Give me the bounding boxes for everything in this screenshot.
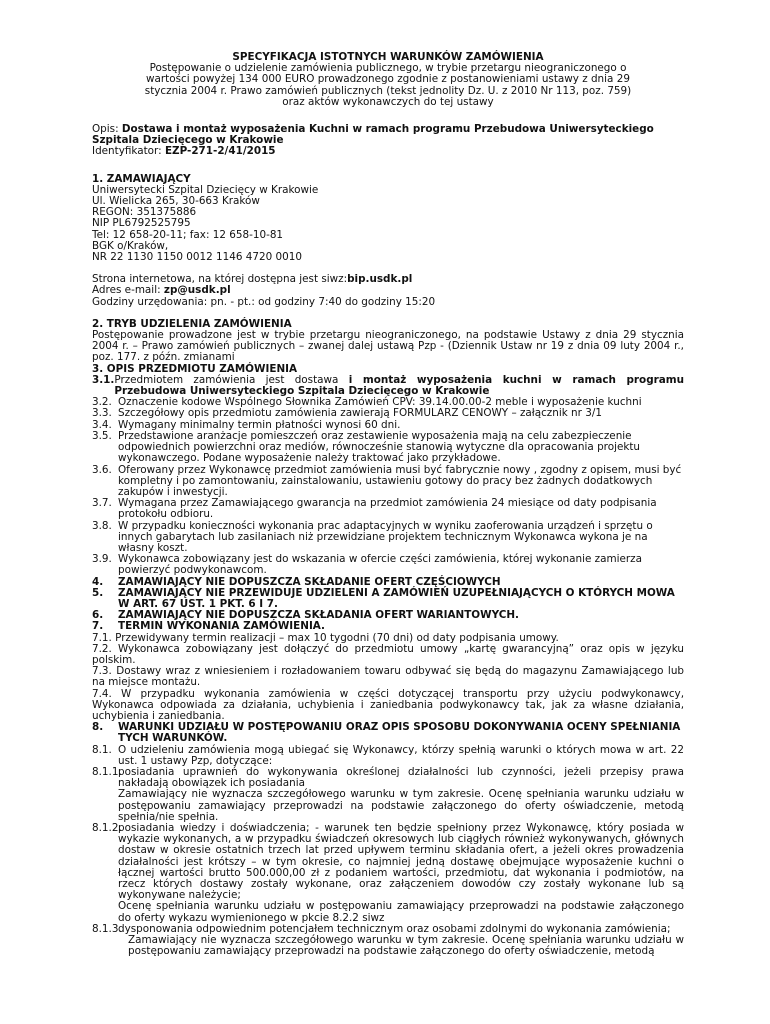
- item-paragraph: Zamawiający nie wyznacza szczegółowego warunku w tym zakresie. Ocenę spełniania warunku udziału w postępowaniu zamawiający przeprowadzi na podstawie załączonego do oferty oświadczenie, metodą spełnia/nie spełnia.: [118, 788, 684, 823]
- address-line: Uniwersytecki Szpital Dziecięcy w Krakowie: [92, 183, 319, 196]
- website-link[interactable]: bip.usdk.pl: [347, 273, 413, 286]
- item-text: posiadania uprawnień do wykonywania określonej działalności lub czynności, jeżeli przepisy prawa nakładają obowiązek ich posiadania: [118, 765, 684, 790]
- item-text: Wykonawca zobowiązany jest do wskazania w ofercie części zamówienia, której wykonanie zamierza powierzyć podwykonawcom.: [118, 553, 642, 577]
- item-number: 8.1.: [92, 743, 112, 756]
- item-number: 8.1.2.: [92, 822, 122, 834]
- address-line: REGON: 351375886: [92, 206, 197, 219]
- item-text: Oznaczenie kodowe Wspólnego Słownika Zamówień CPV: 39.14.00.00-2 meble i wyposażenie kuchni: [118, 396, 642, 409]
- document-page: [92, 52, 684, 957]
- item-text: Szczegółowy opis przedmiotu zamówienia zawierają FORMULARZ CENOWY – załącznik nr 3/1: [118, 407, 602, 420]
- list-item: [92, 498, 684, 520]
- list-item: [92, 408, 684, 419]
- item-number: 8.1.1.: [92, 765, 122, 778]
- item-number: 3.4.: [92, 418, 112, 431]
- document-title: SPECYFIKACJA ISTOTNYCH WARUNKÓW ZAMÓWIENIA: [232, 51, 544, 63]
- opis-line: [92, 124, 684, 146]
- section-7-item: 7.2. Wykonawca zobowiązany jest dołączyć do przedmiotu umowy „kartę gwarancyjną” oraz opis w języku polskim.: [92, 642, 684, 666]
- section-1-heading: 1. ZAMAWIAJĄCY: [92, 172, 191, 185]
- identifier-label: Identyfikator:: [92, 145, 162, 158]
- item-number: 3.7.: [92, 497, 112, 510]
- section-5: [92, 588, 684, 610]
- section-number: 8.: [92, 721, 104, 734]
- item-number: 3.5.: [92, 429, 112, 442]
- list-item: [92, 465, 684, 499]
- section-number: 4.: [92, 575, 104, 588]
- office-hours: Godziny urzędowania: pn. - pt.: od godziny 7:40 do godziny 15:20: [92, 295, 436, 308]
- list-item: [92, 554, 684, 576]
- item-text: Przedstawione aranżacje pomieszczeń oraz zestawienie wyposażenia mają na celu zabezpieczenie odpowiednich powierzchni oraz mediów, równocześnie stanowią wytyczne dla opracowania projektu wykonawczego. Podane wyposażenie należy traktować jako przykładowe.: [118, 429, 641, 465]
- section-number: 7.: [92, 620, 104, 633]
- section-number: 5.: [92, 586, 104, 599]
- section-7-item: 7.1. Przewidywany termin realizacji – max 10 tygodni (70 dni) od daty podpisania umowy.: [92, 631, 559, 644]
- email-label: Adres e-mail:: [92, 284, 164, 297]
- item-text-bold: i montaż wyposażenia kuchni w ramach programu Przebudowa Uniwersyteckiego Szpitala Dziecięcego w Krakowie: [114, 373, 684, 398]
- identifier-value: EZP-271-2/41/2015: [164, 145, 276, 158]
- item-number: 3.8.: [92, 519, 112, 532]
- list-item: [92, 521, 684, 555]
- item-text: Oferowany przez Wykonawcę przedmiot zamówienia musi być fabrycznie nowy , zgodny z opisem, musi być kompletny i po zamontowaniu, zainstalowaniu, ustawieniu gotowy do pracy bez żadnych dodatkowych zakupów i inwestycji.: [118, 463, 682, 498]
- item-number: 3.1.: [92, 373, 115, 386]
- item-text: posiadania wiedzy i doświadczenia; - warunek ten będzie spełniony przez Wykonawcę, który posiada w wykazie wykonanych, a w przypadku świadczeń okresowych lub ciągłych również wykonywanych, głównych dostaw w okresie ostatnich trzech lat przed upływem terminu składania ofert, a jeżeli okres prowadzenia działalności jest krótszy – w tym okresie, co najmniej jedną dostawę obejmujące wyposażenie kuchni o łącznej wartości brutto 500.000,00 zł z podaniem wartości, przedmiotu, dat wykonania i podmiotów, na rzecz których dostawy zostały wykonane, oraz załączeniem dowodów czy zostały wykonane lub są wykonywane należycie;: [118, 822, 684, 902]
- item-number: 8.1.3.: [92, 922, 122, 935]
- list-item: [92, 767, 684, 789]
- item-number: 3.9.: [92, 553, 112, 566]
- email-link[interactable]: zp@usdk.pl: [163, 284, 231, 297]
- section-8-heading: [92, 722, 684, 744]
- section-7-item: 7.4. W przypadku wykonania zamówienia w części dotyczącej transportu przy użyciu podwykonawcy, Wykonawca odpowiada za działania, uchybienia i zaniedbania podwykonawcy tak, jak za własne działania, uchybienia i zaniedbania.: [92, 687, 684, 722]
- section-4-text: ZAMAWIAJĄCY NIE DOPUSZCZA SKŁADANIE OFERT CZĘŚCIOWYCH: [118, 575, 501, 588]
- section-2-text: Postępowanie prowadzone jest w trybie przetargu nieograniczonego, na podstawie Ustawy z dnia 29 stycznia 2004 r. – Prawo zamówień publicznych – zwanej dalej ustawą Pzp - (Dziennik Ustaw nr 19 z dnia 09 luty 2004 r., poz. 177. z późn. zmianami: [92, 329, 684, 364]
- section-7-item: 7.3. Dostawy wraz z wniesieniem i rozładowaniem towaru odbywać się będą do magazynu Zamawiającego lub na miejsce montażu.: [92, 665, 684, 689]
- item-number: 3.6.: [92, 463, 112, 476]
- intro-text: Postępowanie o udzielenie zamówienia publicznego, w trybie przetargu nieograniczonego o wartości powyżej 134 000 EURO prowadzonego zgodnie z postanowieniami ustawy z dnia 29 stycznia 2004 r. Prawo zamówień publicznych (tekst jednolity Dz. U. z 2010 Nr 113, poz. 759) oraz aktów wykonawczych do tej ustawy: [144, 62, 632, 108]
- section-5-text: ZAMAWIAJĄCY NIE PRZEWIDUJE UDZIELENI A ZAMÓWIEŃ UZUPEŁNIAJĄCYCH O KTÓRYCH MOWA W ART. 67 UST. 1 PKT. 6 I 7.: [118, 586, 675, 610]
- opis-label: Opis:: [92, 123, 119, 136]
- email-line: [92, 285, 684, 296]
- section-8-title: WARUNKI UDZIAŁU W POSTĘPOWANIU ORAZ OPIS SPOSOBU DOKONYWANIA OCENY SPEŁNIANIA TYCH WARUNKÓW.: [118, 721, 681, 745]
- address-line: NIP PL6792525795: [92, 217, 191, 230]
- item-number: 3.2.: [92, 396, 112, 409]
- section-2-heading: 2. TRYB UDZIELENIA ZAMÓWIENIA: [92, 317, 292, 330]
- list-item: [92, 431, 684, 465]
- website-label: Strona internetowa, na której dostępna jest siwz:: [92, 273, 348, 286]
- list-item: [92, 375, 684, 397]
- address-line: Tel: 12 658-20-11; fax: 12 658-10-81: [92, 228, 284, 241]
- item-paragraph: Zamawiający nie wyznacza szczegółowego warunku w tym zakresie. Ocenę spełniania warunku udziału w postępowaniu zamawiający przeprowadzi na podstawie załączonego do oferty oświadczenie, metodą: [128, 934, 684, 958]
- item-text: Wymagana przez Zamawiającego gwarancja na przedmiot zamówienia 24 miesiące od daty podpisania protokołu odbioru.: [118, 497, 657, 521]
- list-item: [92, 745, 684, 767]
- item-text: dysponowania odpowiednim potencjałem technicznym oraz osobami zdolnymi do wykonania zamówienia;: [118, 922, 671, 935]
- address-line: Ul. Wielicka 265, 30-663 Kraków: [92, 195, 260, 208]
- section-3-heading: 3. OPIS PRZEDMIOTU ZAMÓWIENIA: [92, 362, 298, 375]
- item-text: W przypadku konieczności wykonania prac adaptacyjnych w wyniku zaoferowania urządzeń i sprzętu o innych gabarytach lub zasilaniach niż przewidziane projektem technicznym Wykonawca wykona je na własny koszt.: [118, 519, 653, 554]
- item-text-plain: Przedmiotem zamówienia jest dostawa: [114, 373, 349, 386]
- list-item: [92, 823, 684, 901]
- section-number: 6.: [92, 609, 104, 622]
- item-paragraph: Ocenę spełniania warunku udziału w postępowaniu zamawiający przeprowadzi na podstawie załączonego do oferty wykazu wymienionego w pkcie 8.2.2 siwz: [118, 900, 684, 924]
- opis-value: Dostawa i montaż wyposażenia Kuchni w ramach programu Przebudowa Uniwersyteckiego Szpitala Dziecięcego w Krakowie: [92, 123, 654, 147]
- section-7-heading: [92, 621, 684, 632]
- item-text: O udzieleniu zamówienia mogą ubiegać się Wykonawcy, którzy spełnią warunki o których mowa w art. 22 ust. 1 ustawy Pzp, dotyczące:: [118, 743, 684, 767]
- section-7-title: TERMIN WYKONANIA ZAMÓWIENIA.: [118, 620, 325, 633]
- address-line: NR 22 1130 1150 0012 1146 4720 0010: [92, 251, 302, 264]
- identifier-line: [92, 146, 684, 157]
- item-number: 3.3.: [92, 407, 112, 420]
- address-line: BGK o/Kraków,: [92, 239, 169, 252]
- section-6-text: ZAMAWIAJĄCY NIE DOPUSZCZA SKŁADANIA OFERT WARIANTOWYCH.: [118, 609, 520, 622]
- item-text: Wymagany minimalny termin płatności wynosi 60 dni.: [118, 418, 401, 431]
- item-text: [114, 375, 684, 397]
